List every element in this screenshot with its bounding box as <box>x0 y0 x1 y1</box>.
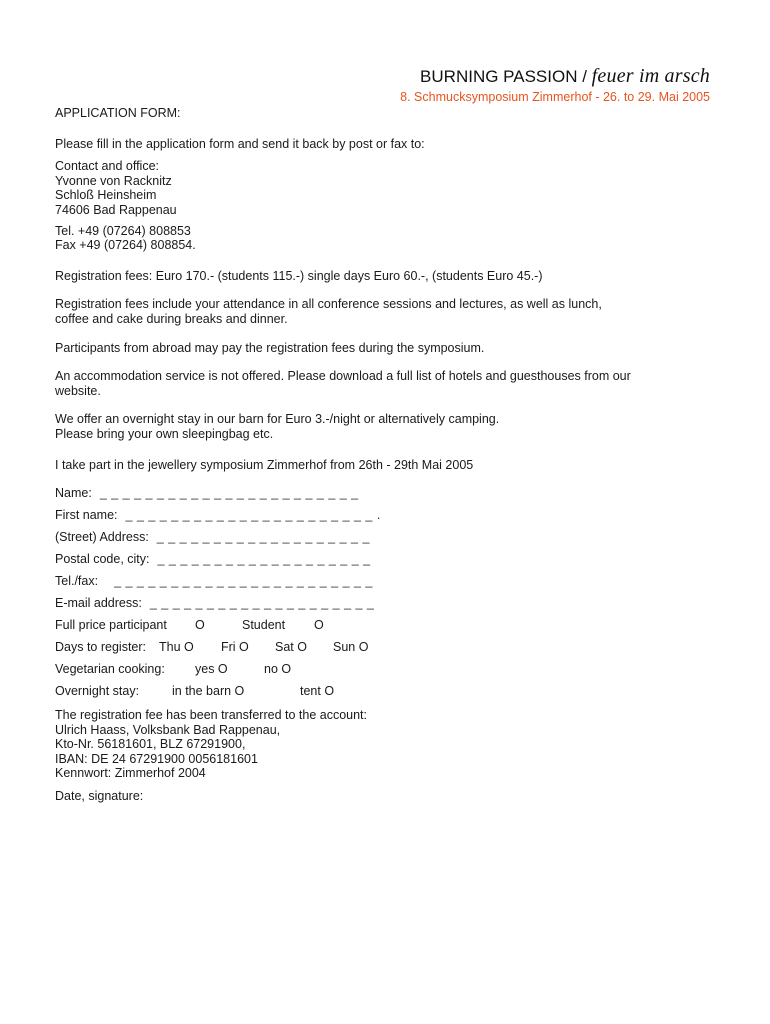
field-line[interactable]: _ _ _ _ _ _ _ _ _ _ _ _ _ _ _ _ _ _ _ <box>157 552 371 567</box>
vegetarian-label: Vegetarian cooking: <box>55 662 165 677</box>
postal-city-field[interactable] <box>55 552 715 574</box>
field-line[interactable]: _ _ _ _ _ _ _ _ _ _ _ _ _ _ _ _ _ _ _ _ _ _ _ <box>99 486 359 501</box>
abroad-text: Participants from abroad may pay the registration fees during the symposium. <box>55 340 485 355</box>
participant-row <box>55 618 715 640</box>
veg-no-option[interactable]: no O <box>264 662 292 677</box>
title-main: BURNING PASSION / <box>420 67 592 86</box>
email-field[interactable] <box>55 596 715 618</box>
days-row <box>55 640 715 662</box>
header <box>400 64 710 105</box>
veg-yes-option[interactable]: yes O <box>195 662 228 677</box>
participant-label: Full price participant <box>55 618 167 633</box>
form-fields <box>55 486 715 706</box>
contact-phone: Tel. +49 (07264) 808853 Fax +49 (07264) 808854. <box>55 223 196 253</box>
vegetarian-row <box>55 662 715 684</box>
days-label: Days to register: <box>55 640 147 655</box>
field-line[interactable]: _ _ _ _ _ _ _ _ _ _ _ _ _ _ _ _ _ _ _ <box>156 530 370 545</box>
tent-option[interactable]: tent O <box>300 684 335 699</box>
address-field[interactable] <box>55 530 715 552</box>
fees-include-text: Registration fees include your attendance in all conference sessions and lectures, as well as lunch, coffee and cake during breaks and dinner. <box>55 297 602 326</box>
form-body <box>55 106 715 804</box>
fri-option[interactable]: Fri O <box>221 640 249 655</box>
take-part-text: I take part in the jewellery symposium Zimmerhof from 26th - 29th Mai 2005 <box>55 457 474 472</box>
field-label: Tel./fax: <box>55 574 99 589</box>
accommodation-text: An accommodation service is not offered. Please download a full list of hotels and guesthouses from our website. <box>55 369 631 398</box>
barn-option[interactable]: in the barn O <box>172 684 245 699</box>
overnight-label: Overnight stay: <box>55 684 140 699</box>
barn-text: We offer an overnight stay in our barn for Euro 3.-/night or alternatively camping. Please bring your own sleepingbag etc. <box>55 412 500 441</box>
full-price-option[interactable]: O <box>195 618 205 633</box>
intro-text: Please fill in the application form and send it back by post or fax to: <box>55 136 425 151</box>
form-heading: APPLICATION FORM: <box>55 106 181 120</box>
thu-option[interactable]: Thu O <box>159 640 194 655</box>
account-info: The registration fee has been transferred to the account: Ulrich Haass, Volksbank Bad Rappenau, Kto-Nr. 56181601, BLZ 67291900, IBAN: DE 24 67291900 0056181601 Kennwort: Zimmerhof 2004 <box>55 708 367 781</box>
field-label: (Street) Address: <box>55 530 149 545</box>
first-name-field[interactable] <box>55 508 715 530</box>
contact-address: Contact and office: Yvonne von Racknitz Schloß Heinsheim 74606 Bad Rappenau <box>55 159 177 217</box>
field-line[interactable]: _ _ _ _ _ _ _ _ _ _ _ _ _ _ _ _ _ _ _ _ <box>149 596 375 611</box>
date-signature-label: Date, signature: <box>55 789 144 804</box>
field-line[interactable]: _ _ _ _ _ _ _ _ _ _ _ _ _ _ _ _ _ _ _ _ _ _ _ <box>114 574 373 589</box>
sat-option[interactable]: Sat O <box>275 640 307 655</box>
field-label: E-mail address: <box>55 596 142 611</box>
student-label: Student <box>242 618 286 633</box>
field-label: First name: <box>55 508 118 523</box>
page-title <box>400 64 710 89</box>
sun-option[interactable]: Sun O <box>333 640 369 655</box>
page-subtitle: 8. Schmucksymposium Zimmerhof - 26. to 29. Mai 2005 <box>400 90 710 104</box>
fees-text: Registration fees: Euro 170.- (students 115.-) single days Euro 60.-, (students Euro 45.-) <box>55 268 543 283</box>
tel-fax-field[interactable] <box>55 574 715 596</box>
field-line[interactable]: _ _ _ _ _ _ _ _ _ _ _ _ _ _ _ _ _ _ _ _ _ _ . <box>125 508 381 523</box>
field-label: Name: <box>55 486 92 501</box>
overnight-row <box>55 684 715 706</box>
field-label: Postal code, city: <box>55 552 150 567</box>
student-option[interactable]: O <box>314 618 324 633</box>
title-script: feuer im arsch <box>591 65 710 87</box>
name-field[interactable] <box>55 486 715 508</box>
